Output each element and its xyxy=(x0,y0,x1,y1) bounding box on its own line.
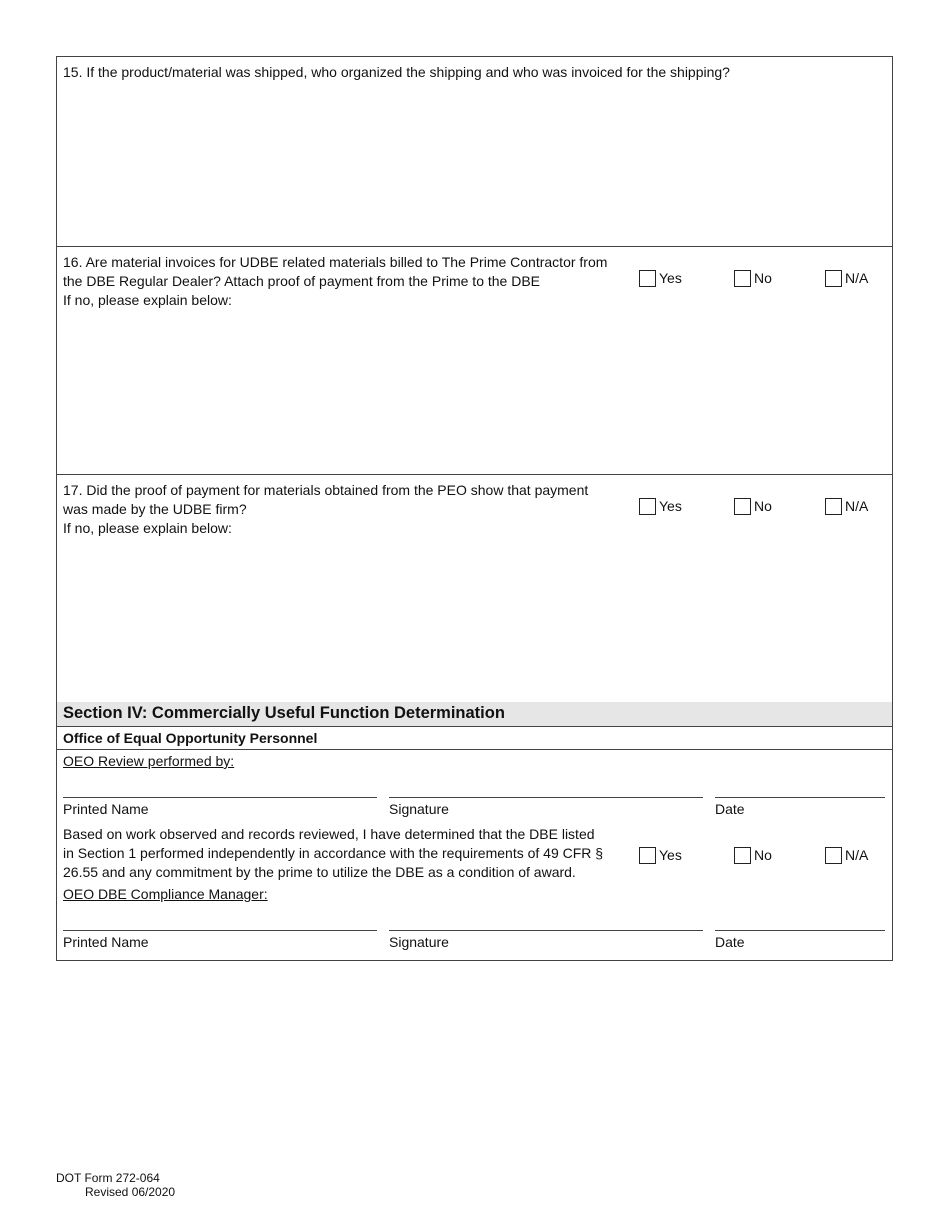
determination-line: 26.55 and any commitment by the prime to utilize the DBE as a condition of award. xyxy=(63,864,576,880)
divider xyxy=(57,749,892,750)
signature-line[interactable] xyxy=(389,930,703,931)
question-16-line: If no, please explain below: xyxy=(63,292,232,308)
date-line[interactable] xyxy=(715,797,885,798)
date-line[interactable] xyxy=(715,930,885,931)
form-page xyxy=(56,56,893,961)
q17-yes-checkbox[interactable] xyxy=(639,496,682,516)
section-iv-subtitle: Office of Equal Opportunity Personnel xyxy=(63,730,318,746)
checkbox-label: No xyxy=(754,270,772,286)
question-16 xyxy=(57,247,892,474)
determination-line: Based on work observed and records reviewed, I have determined that the DBE listed xyxy=(63,826,595,842)
question-16-line: the DBE Regular Dealer? Attach proof of payment from the Prime to the DBE xyxy=(63,273,541,289)
date-label: Date xyxy=(715,801,745,817)
checkbox-box[interactable] xyxy=(734,270,751,287)
question-17-line: If no, please explain below: xyxy=(63,520,232,536)
printed-name-line[interactable] xyxy=(63,930,377,931)
oeo-review-label: OEO Review performed by: xyxy=(63,753,235,769)
checkbox-label: N/A xyxy=(845,847,869,863)
checkbox-label: No xyxy=(754,847,772,863)
checkbox-label: Yes xyxy=(659,847,682,863)
checkbox-box[interactable] xyxy=(734,847,751,864)
question-17-line: 17. Did the proof of payment for materials obtained from the PEO show that payment xyxy=(63,482,589,498)
checkbox-label: N/A xyxy=(845,498,869,514)
determination-line: in Section 1 performed independently in accordance with the requirements of 49 CFR § xyxy=(63,845,604,861)
checkbox-box[interactable] xyxy=(639,847,656,864)
form-footer xyxy=(56,1171,175,1199)
question-16-text xyxy=(63,253,607,310)
checkbox-label: Yes xyxy=(659,270,682,286)
determination-na-checkbox[interactable] xyxy=(825,845,868,865)
checkbox-box[interactable] xyxy=(825,498,842,515)
printed-name-line[interactable] xyxy=(63,797,377,798)
checkbox-box[interactable] xyxy=(825,270,842,287)
form-number: DOT Form 272-064 xyxy=(56,1171,160,1185)
signature-label: Signature xyxy=(389,801,449,817)
revision-date: Revised 06/2020 xyxy=(85,1185,176,1199)
printed-name-label: Printed Name xyxy=(63,801,149,817)
determination-yes-checkbox[interactable] xyxy=(639,845,682,865)
divider xyxy=(57,726,892,727)
q16-na-checkbox[interactable] xyxy=(825,268,868,288)
question-17-line: was made by the UDBE firm? xyxy=(63,501,247,517)
question-17-text xyxy=(63,481,588,538)
printed-name-label: Printed Name xyxy=(63,934,149,950)
checkbox-label: Yes xyxy=(659,498,682,514)
checkbox-box[interactable] xyxy=(825,847,842,864)
date-label: Date xyxy=(715,934,745,950)
signature-line[interactable] xyxy=(389,797,703,798)
q17-no-checkbox[interactable] xyxy=(734,496,772,516)
q16-yes-checkbox[interactable] xyxy=(639,268,682,288)
determination-text xyxy=(63,825,603,882)
checkbox-box[interactable] xyxy=(734,498,751,515)
checkbox-box[interactable] xyxy=(639,270,656,287)
checkbox-label: N/A xyxy=(845,270,869,286)
section-iv-header xyxy=(57,702,892,726)
question-17 xyxy=(57,475,892,702)
question-16-line: 16. Are material invoices for UDBE related materials billed to The Prime Contractor from xyxy=(63,254,608,270)
checkbox-label: No xyxy=(754,498,772,514)
compliance-manager-label: OEO DBE Compliance Manager: xyxy=(63,886,268,902)
question-15-text: 15. If the product/material was shipped, who organized the shipping and who was invoiced for the shipping? xyxy=(63,64,730,80)
q16-no-checkbox[interactable] xyxy=(734,268,772,288)
signature-label: Signature xyxy=(389,934,449,950)
question-15 xyxy=(57,57,892,246)
q17-na-checkbox[interactable] xyxy=(825,496,868,516)
determination-no-checkbox[interactable] xyxy=(734,845,772,865)
section-iv-title: Section IV: Commercially Useful Function Determination xyxy=(63,704,505,722)
checkbox-box[interactable] xyxy=(639,498,656,515)
